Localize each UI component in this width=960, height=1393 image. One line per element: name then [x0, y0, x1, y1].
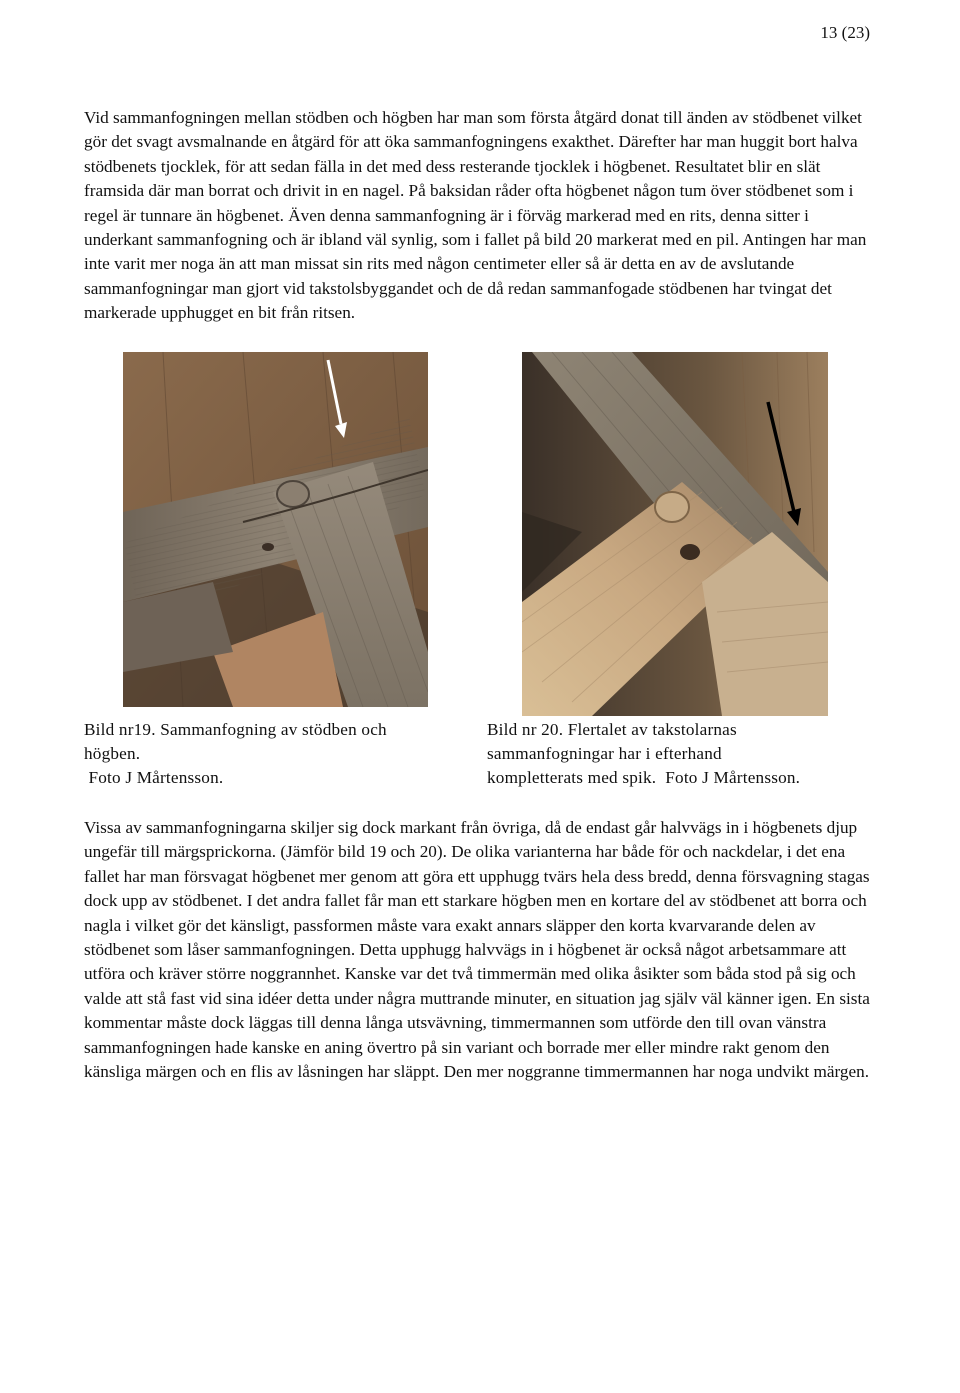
photo-bild-20 — [522, 352, 828, 716]
photo-bild-19-drawing — [123, 352, 428, 707]
caption-19-line-2: högben. — [84, 744, 141, 763]
body-paragraph-intro: Vid sammanfogningen mellan stödben och högben har man som första åtgärd donat till änden av stödbenet vilket gör det svagt avsmalnande en åtgärd för att öka sammanfogningens exakthet. Därefter har man huggit bort halva stödbenets tjocklek, för att sedan fälla in det med dess resterande tjocklek i högbenet. Resultatet blir en slät framsida där man borrat och drivit in en nagel. På baksidan råder ofta högbenet någon tum över stödbenet som i regel är tunnare än högbenet. Även denna sammanfogning är i förväg markerad med en rits, denna sitter i underkant sammanfogning och är ibland väl synlig, som i fallet på bild 20 markerat med en pil. Antingen har man inte varit mer noga än att man missat sin rits med någon centimeter eller så är detta en av de avslutande sammanfogningar man gjort vid takstolsbyggandet och de då redan sammanfogade stödbenen har tvingat det markerade upphugget en bit från ritsen. — [84, 108, 867, 323]
caption-20-line-1: Bild nr 20. Flertalet av takstolarnas — [487, 720, 737, 739]
caption-20-line-3: kompletterats med spik. Foto J Mårtensson. — [487, 768, 801, 787]
caption-19-line-3: Foto J Mårtensson. — [84, 768, 224, 787]
photo-bild-20-drawing — [522, 352, 828, 716]
photo-bild-19 — [123, 352, 428, 707]
page-number: 13 (23) — [820, 23, 870, 42]
photo-caption-19 — [84, 718, 464, 790]
caption-20-line-2: sammanfogningar har i efterhand — [487, 744, 722, 763]
photo-caption-20 — [487, 718, 877, 790]
body-paragraph-discussion: Vissa av sammanfogningarna skiljer sig dock markant från övriga, då de endast går halvvägs in i högbenets djup ungefär till märgsprickorna. (Jämför bild 19 och 20). De olika varianterna har både för och nackdelar, i det ena fallet har man försvagat högbenet mer genom att göra ett upphugg tvärs hela dess bredd, denna försvagning stagas dock upp av stödbenet. I det andra fallet får man ett starkare högben men en kortare del av stödbenet att borra och nagla i vilket gör det känsligt, passformen måste vara exakt annars släpper den korta kvarvarande delen av stödbenet som låser sammanfogningen. Detta upphugg halvvägs in i högbenet är också något arbetsammare att utföra och kräver större noggrannhet. Kanske var det två timmermän med olika åsikter som båda stod på sig och valde att stå fast vid sina idéer detta under några muttrande minuter, en situation jag själv väl känner igen. En sista kommentar måste dock läggas till denna långa utsvävning, timmermannen som utförde den till ovan vänstra sammanfogningen hade kanske en aning övertro på sin variant och borrade mer eller mindre rakt genom den känsliga märgen och en flis av låsningen har släppt. Den mer noggranne timmermannen har noga undvikt märgen. — [84, 818, 870, 1082]
caption-19-line-1: Bild nr19. Sammanfogning av stödben och — [84, 720, 387, 739]
